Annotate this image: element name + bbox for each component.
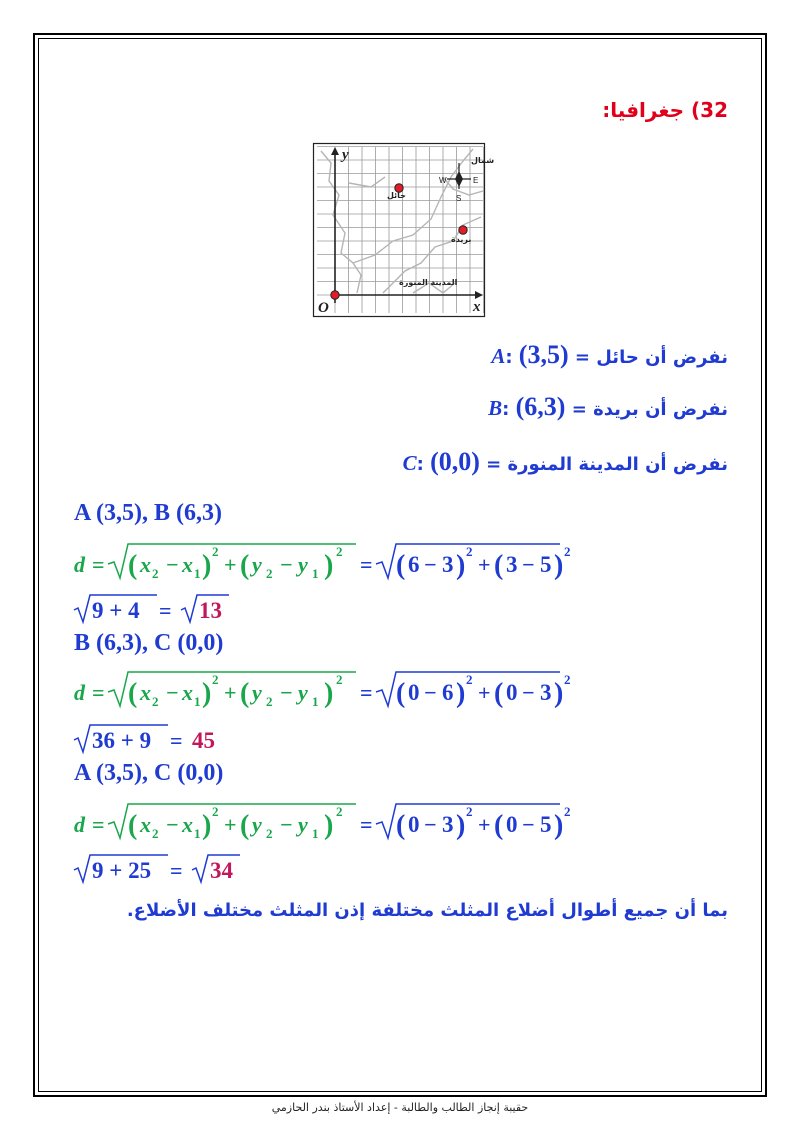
exp: 2 <box>212 672 219 687</box>
result-right: 34 <box>210 858 233 883</box>
equals-sign: = <box>92 552 105 577</box>
paren: ( <box>396 810 406 841</box>
coordinate-map <box>313 143 495 317</box>
paren: ) <box>324 810 334 841</box>
y2-sub: 2 <box>266 694 273 709</box>
paren: ) <box>456 810 466 841</box>
result-left: 9 + 25 <box>92 858 152 883</box>
minus: − <box>522 680 535 705</box>
city-buraydah-point <box>459 226 467 234</box>
compass-south: S <box>456 194 462 203</box>
paren: ) <box>202 678 212 709</box>
y2-sub: 2 <box>266 566 273 581</box>
paren: ( <box>494 550 504 581</box>
minus: − <box>522 812 535 837</box>
minus: − <box>166 812 179 837</box>
x1-sub: 1 <box>194 826 201 841</box>
minus: − <box>280 680 293 705</box>
exp: 2 <box>466 672 473 687</box>
x1-var: x <box>182 812 193 837</box>
equals-sign: = <box>92 680 105 705</box>
minus: − <box>166 680 179 705</box>
y2-var: y <box>252 552 262 577</box>
paren: ( <box>240 810 250 841</box>
y2-var: y <box>252 680 262 705</box>
x2-sub: 2 <box>152 566 159 581</box>
result-left: 36 + 9 <box>92 728 152 753</box>
y1-sub: 1 <box>312 694 319 709</box>
assumption-a: نفرض أن حائل = A: (3,5) <box>491 340 728 369</box>
equals-sign: = <box>170 858 183 883</box>
plus: + <box>478 812 491 837</box>
sub-b: 3 <box>442 552 454 577</box>
x1-var: x <box>182 680 193 705</box>
distance-formula <box>70 800 570 844</box>
paren: ) <box>554 810 564 841</box>
map-figure <box>313 143 495 317</box>
sub-c: 3 <box>506 552 518 577</box>
x1-sub: 1 <box>194 566 201 581</box>
compass-west: W <box>439 176 447 185</box>
paren: ( <box>494 678 504 709</box>
sub-c: 0 <box>506 680 518 705</box>
result-line <box>72 852 312 886</box>
sub-c: 0 <box>506 812 518 837</box>
y1-var: y <box>298 680 308 705</box>
sub-d: 3 <box>540 680 552 705</box>
paren: ) <box>554 550 564 581</box>
points-line: A (3,5), C (0,0) <box>74 760 224 786</box>
minus: − <box>166 552 179 577</box>
x2-sub: 2 <box>152 826 159 841</box>
city-madinah-point <box>331 291 339 299</box>
equals-sign: = <box>159 598 172 623</box>
exp: 2 <box>564 672 571 687</box>
plus: + <box>478 552 491 577</box>
y1-var: y <box>298 812 308 837</box>
distance-formula <box>70 668 570 712</box>
paren: ) <box>456 550 466 581</box>
city-madinah-label: المدينة المنورة <box>399 278 458 287</box>
distance-formula <box>70 540 570 584</box>
x-axis-label: x <box>473 299 481 315</box>
paren: ) <box>202 550 212 581</box>
equals-sign: = <box>170 728 183 753</box>
conclusion-text: بما أن جميع أطوال أضلاع المثلث مختلفة إذن المثلث مختلف الأضلاع. <box>126 900 728 921</box>
problem-title: 32) جغرافيا: <box>602 98 728 122</box>
points-line: A (3,5), B (6,3) <box>74 500 222 526</box>
plus: + <box>478 680 491 705</box>
y1-var: y <box>298 552 308 577</box>
compass-north: شمال <box>471 156 495 165</box>
sub-a: 0 <box>408 680 420 705</box>
x1-sub: 1 <box>194 694 201 709</box>
paren: ( <box>240 678 250 709</box>
paren: ) <box>202 810 212 841</box>
paren: ( <box>396 678 406 709</box>
result-right: 45 <box>192 728 215 753</box>
d-symbol: d <box>74 812 85 837</box>
exp: 2 <box>466 804 473 819</box>
paren: ) <box>554 678 564 709</box>
paren: ( <box>128 550 138 581</box>
assumption-b: نفرض أن بريدة = B: (6,3) <box>488 392 728 421</box>
equals-sign: = <box>360 812 373 837</box>
y1-sub: 1 <box>312 566 319 581</box>
x2-sub: 2 <box>152 694 159 709</box>
compass-east: E <box>473 176 479 185</box>
city-hail-label: حائل <box>387 191 406 200</box>
sub-d: 5 <box>540 552 552 577</box>
paren: ( <box>396 550 406 581</box>
paren: ( <box>128 678 138 709</box>
sub-b: 3 <box>442 812 454 837</box>
minus: − <box>280 552 293 577</box>
paren: ( <box>494 810 504 841</box>
x2-var: x <box>140 680 151 705</box>
x1-var: x <box>182 552 193 577</box>
y2-var: y <box>252 812 262 837</box>
sub-a: 6 <box>408 552 420 577</box>
exp: 2 <box>336 544 343 559</box>
exp: 2 <box>212 544 219 559</box>
sub-b: 6 <box>442 680 454 705</box>
result-left: 9 + 4 <box>92 598 140 623</box>
plus: + <box>224 552 237 577</box>
city-buraydah-label: بريدة <box>451 235 472 244</box>
paren: ( <box>128 810 138 841</box>
result-line <box>72 592 312 626</box>
equals-sign: = <box>360 552 373 577</box>
paren: ( <box>240 550 250 581</box>
x2-var: x <box>140 812 151 837</box>
exp: 2 <box>466 544 473 559</box>
paren: ) <box>456 678 466 709</box>
minus: − <box>424 552 437 577</box>
x2-var: x <box>140 552 151 577</box>
result-line <box>72 722 312 756</box>
origin-label: O <box>318 300 329 316</box>
y-axis-label: y <box>342 147 349 163</box>
minus: − <box>280 812 293 837</box>
sub-d: 5 <box>540 812 552 837</box>
minus: − <box>522 552 535 577</box>
plus: + <box>224 680 237 705</box>
sub-a: 0 <box>408 812 420 837</box>
paren: ) <box>324 678 334 709</box>
y1-sub: 1 <box>312 826 319 841</box>
page-footer: حقيبة إنجاز الطالب والطالبة - إعداد الأستاذ بندر الحازمي <box>271 1101 529 1114</box>
d-symbol: d <box>74 680 85 705</box>
minus: − <box>424 812 437 837</box>
exp: 2 <box>564 544 571 559</box>
exp: 2 <box>212 804 219 819</box>
exp: 2 <box>336 672 343 687</box>
points-line: B (6,3), C (0,0) <box>74 630 224 656</box>
equals-sign: = <box>360 680 373 705</box>
y2-sub: 2 <box>266 826 273 841</box>
exp: 2 <box>336 804 343 819</box>
result-right: 13 <box>199 598 222 623</box>
equals-sign: = <box>92 812 105 837</box>
d-symbol: d <box>74 552 85 577</box>
plus: + <box>224 812 237 837</box>
exp: 2 <box>564 804 571 819</box>
paren: ) <box>324 550 334 581</box>
assumption-c: نفرض أن المدينة المنورة = C: (0,0) <box>402 447 728 476</box>
minus: − <box>424 680 437 705</box>
